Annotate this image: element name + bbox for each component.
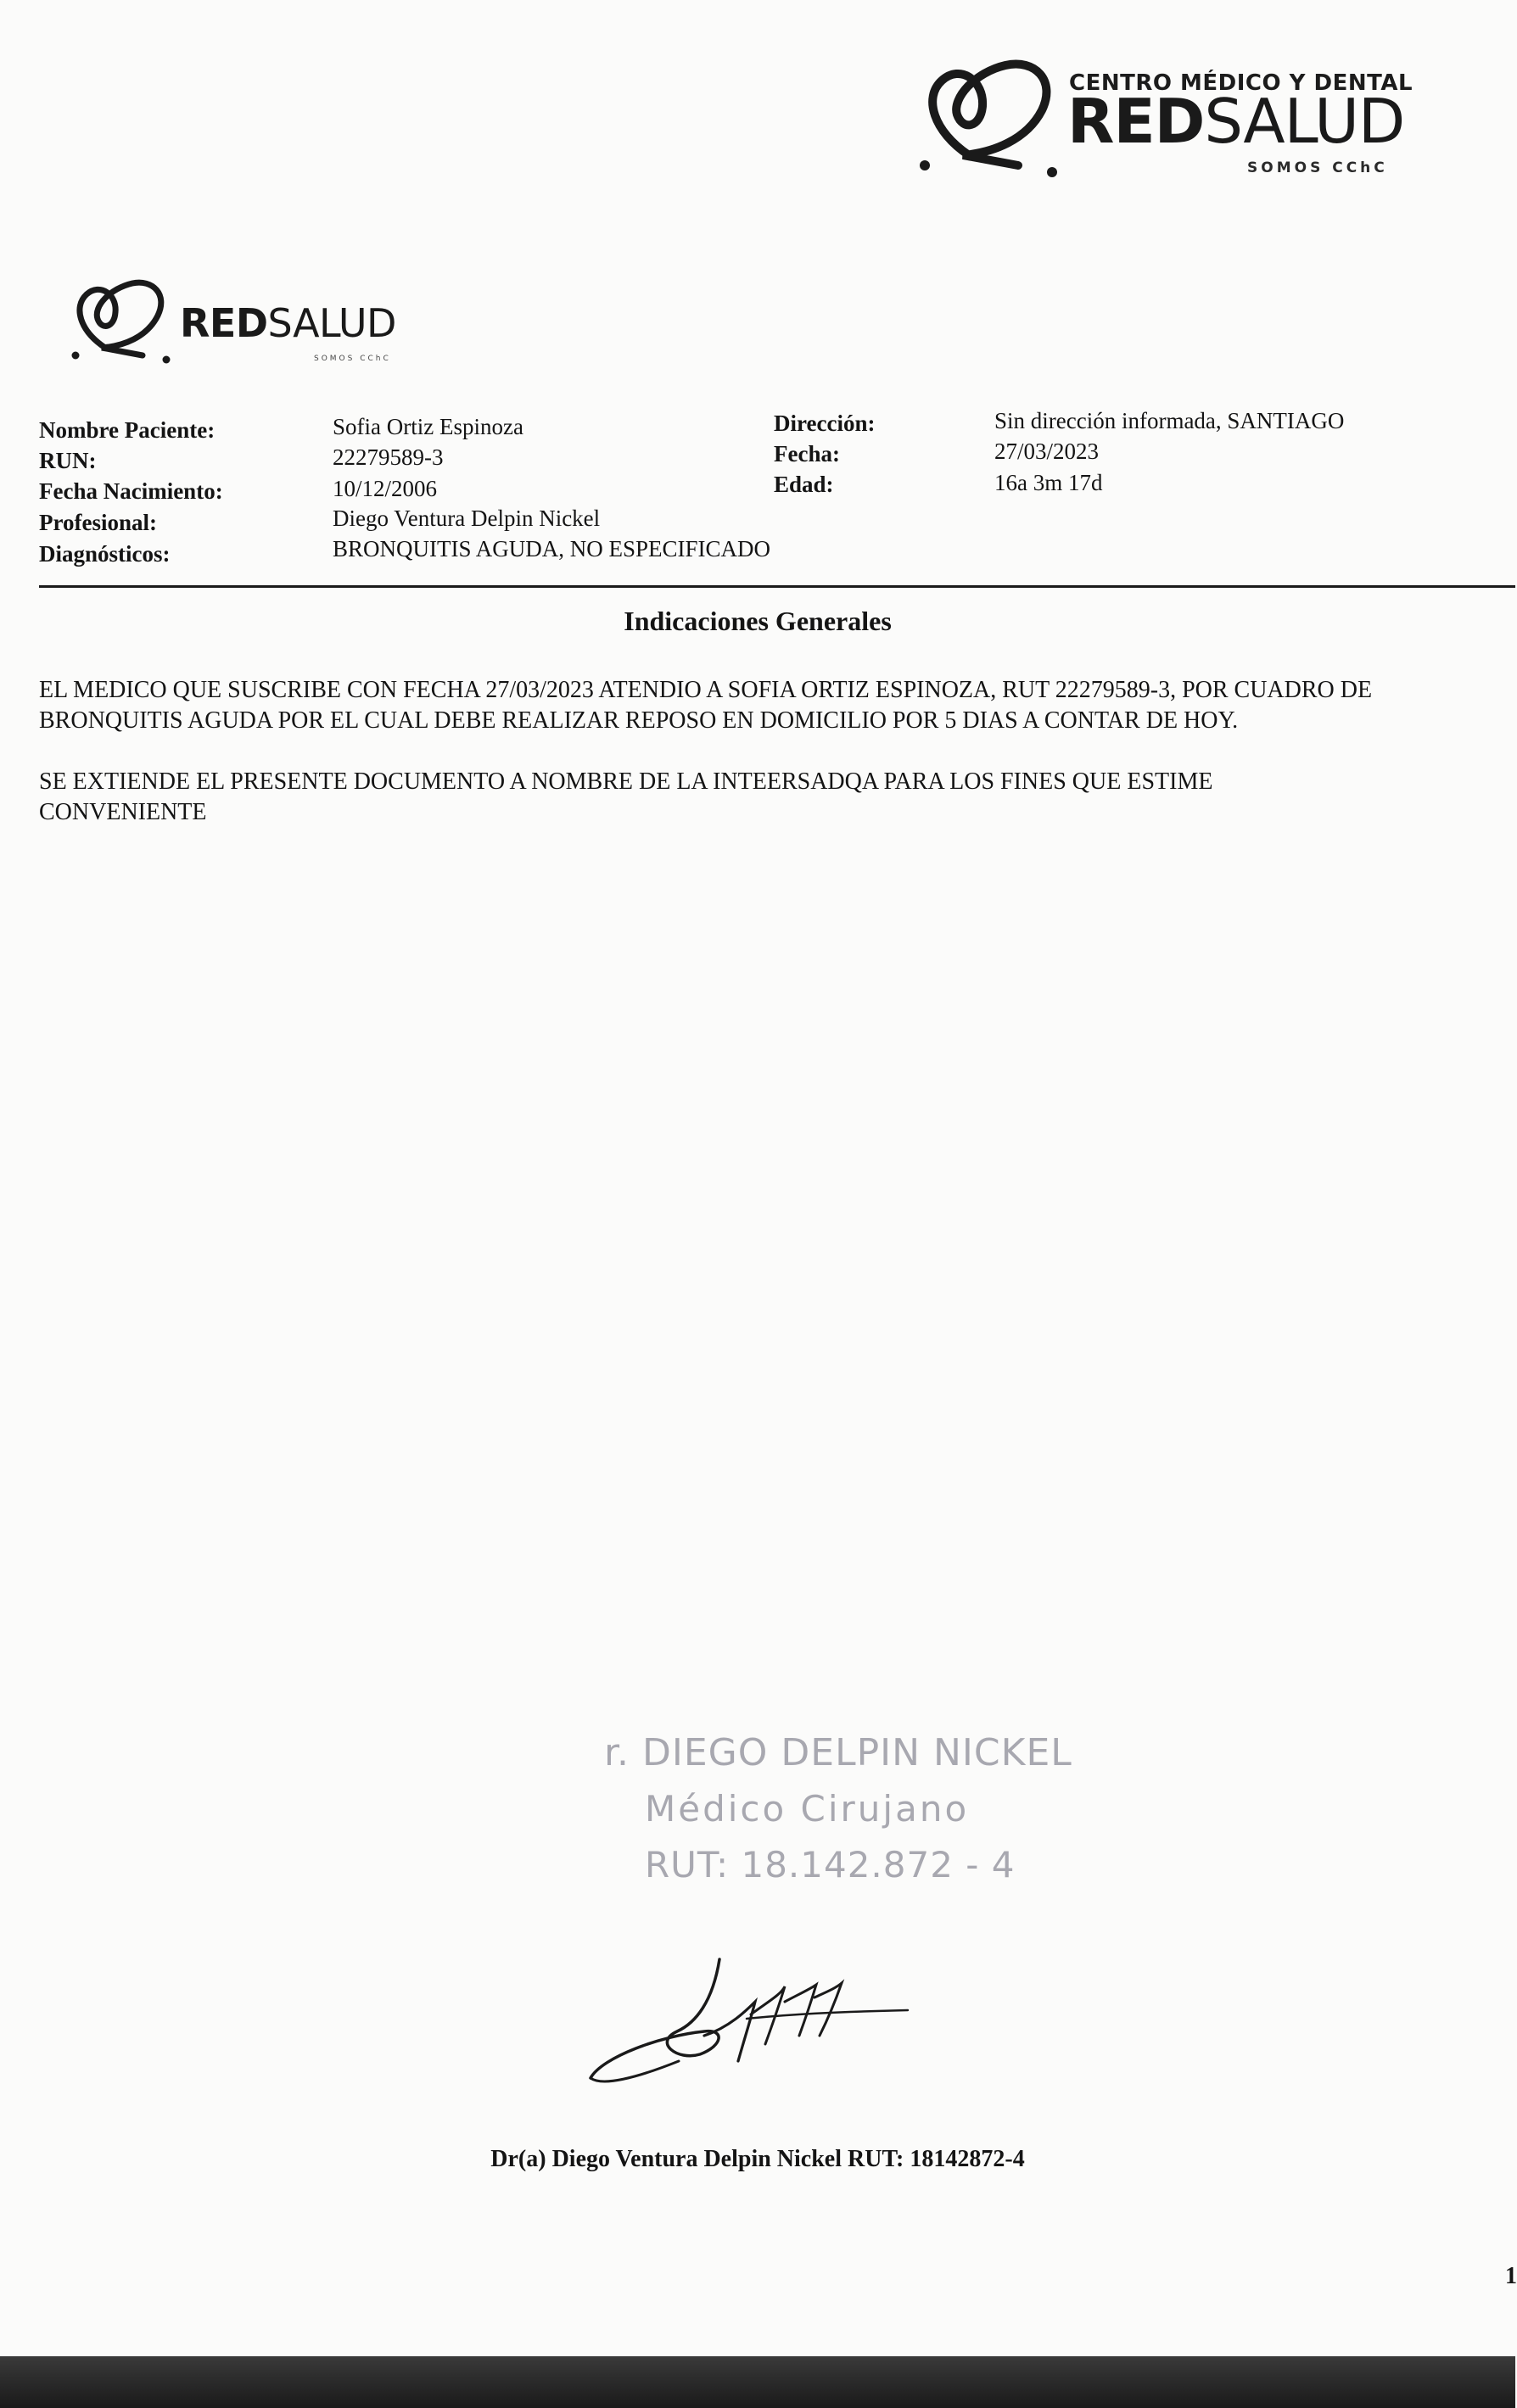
- body-paragraph-2-line-2: CONVENIENTE: [39, 799, 207, 825]
- doctor-stamp-rut: RUT: 18.142.872 - 4: [645, 1844, 1016, 1886]
- logo-brand: REDSALUD: [1067, 86, 1405, 157]
- date-value: 27/03/2023: [994, 439, 1100, 464]
- address-label: Dirección:: [774, 411, 876, 436]
- doctor-stamp-name: r. DIEGO DELPIN NICKEL: [604, 1731, 1072, 1774]
- page-number: 1: [1505, 2263, 1517, 2289]
- birth-date-label: Fecha Nacimiento:: [39, 478, 223, 504]
- scan-edge-shadow: [0, 2356, 1515, 2408]
- handwritten-signature: [577, 1951, 933, 2095]
- run-value: 22279589-3: [333, 444, 444, 470]
- patient-name-label: Nombre Paciente:: [39, 417, 216, 443]
- heart-logo-icon: [68, 270, 178, 380]
- professional-label: Profesional:: [39, 510, 157, 535]
- logo-subline: SOMOS CChC: [1247, 159, 1388, 176]
- age-label: Edad:: [774, 472, 834, 497]
- divider: [39, 585, 1515, 588]
- professional-value: Diego Ventura Delpin Nickel: [333, 506, 601, 531]
- logo-brand: REDSALUD: [180, 300, 396, 346]
- patient-name-value: Sofia Ortiz Espinoza: [333, 414, 523, 439]
- birth-date-value: 10/12/2006: [333, 476, 438, 501]
- logo-tagline: CENTRO MÉDICO Y DENTAL: [1069, 70, 1413, 96]
- diagnosis-value: BRONQUITIS AGUDA, NO ESPECIFICADO: [333, 536, 771, 561]
- document-logo: [68, 270, 441, 380]
- age-value: 16a 3m 17d: [994, 470, 1103, 495]
- run-label: RUN:: [39, 448, 97, 473]
- doctor-stamp-title: Médico Cirujano: [645, 1788, 970, 1830]
- doctor-signature-line: Dr(a) Diego Ventura Delpin Nickel RUT: 18142872-4: [490, 2146, 1025, 2172]
- heart-logo-icon: [916, 47, 1069, 191]
- body-paragraph-1-line-1: EL MEDICO QUE SUSCRIBE CON FECHA 27/03/2023 ATENDIO A SOFIA ORTIZ ESPINOZA, RUT 22279589-3, POR CUADRO DE: [39, 677, 1373, 703]
- address-value: Sin dirección informada, SANTIAGO: [994, 408, 1345, 433]
- body-paragraph-2-line-1: SE EXTIENDE EL PRESENTE DOCUMENTO A NOMBRE DE LA INTEERSADQA PARA LOS FINES QUE ESTIME: [39, 768, 1213, 795]
- diagnosis-label: Diagnósticos:: [39, 541, 171, 567]
- logo-subline: SOMOS CChC: [314, 355, 391, 363]
- section-title: Indicaciones Generales: [624, 606, 892, 636]
- date-label: Fecha:: [774, 441, 840, 467]
- clinic-logo: [916, 47, 1425, 191]
- body-paragraph-1-line-2: BRONQUITIS AGUDA POR EL CUAL DEBE REALIZAR REPOSO EN DOMICILIO POR 5 DIAS A CONTAR DE HOY.: [39, 707, 1239, 734]
